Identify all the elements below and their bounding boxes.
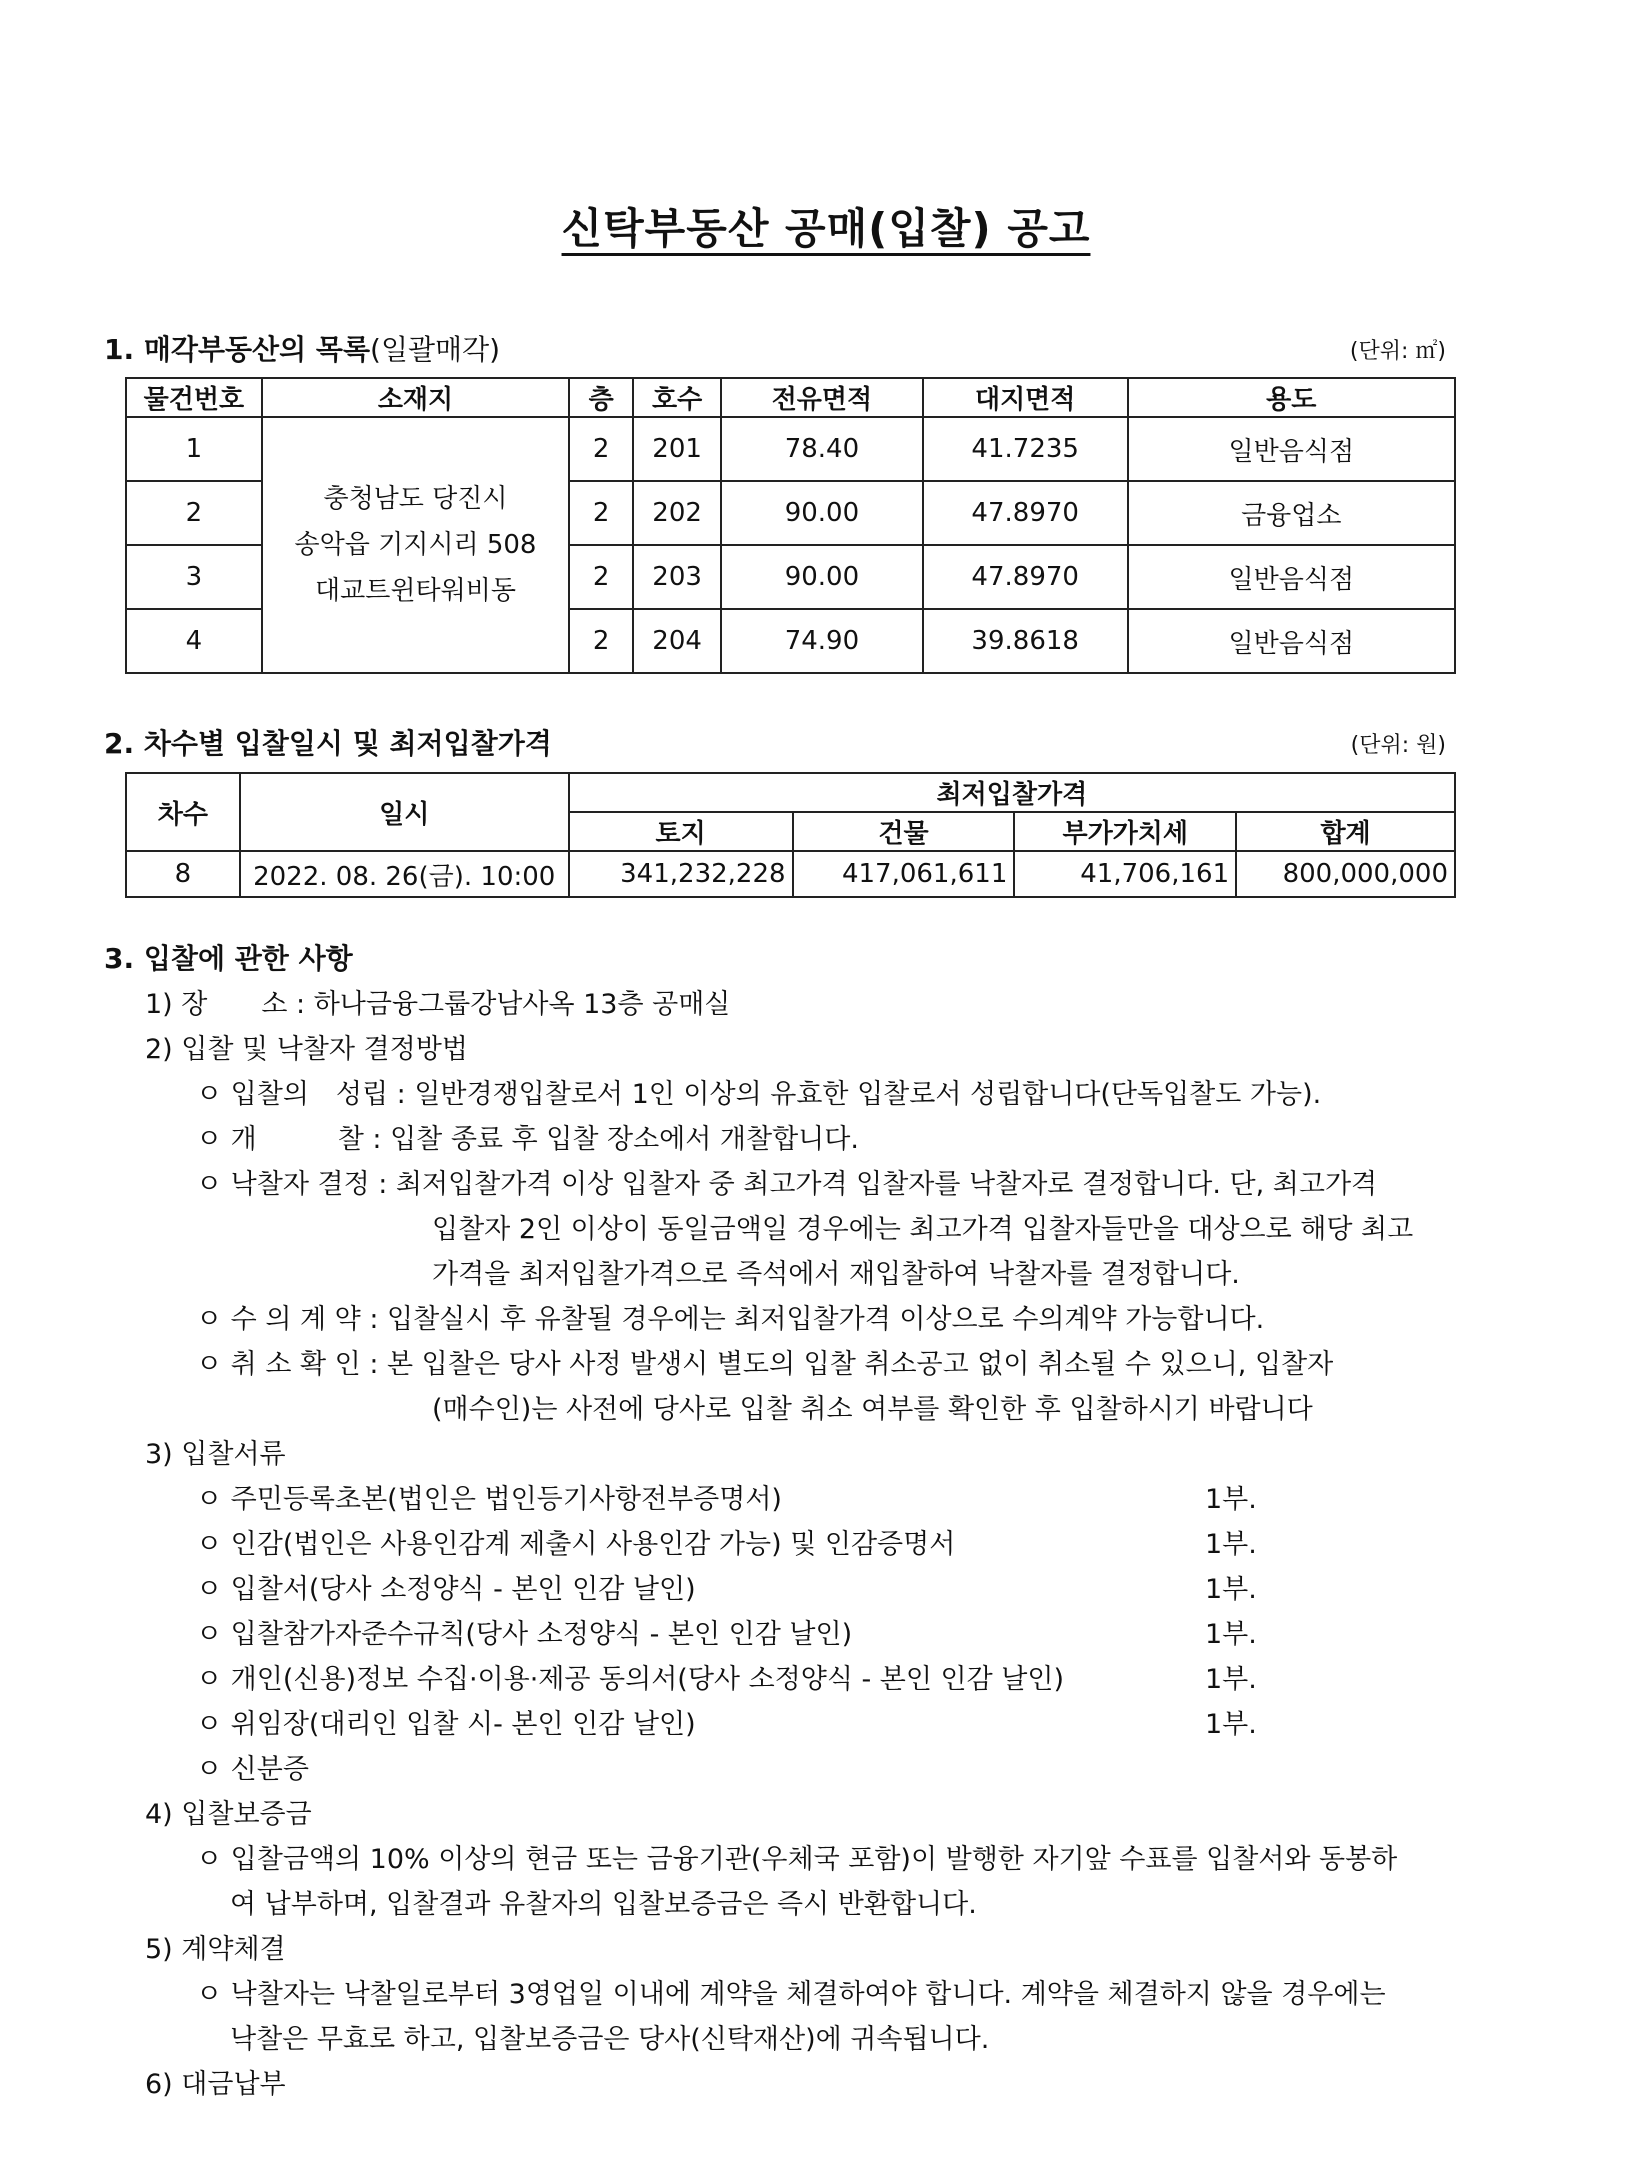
cell-exclusive-area: 90.00 — [721, 481, 923, 545]
deposit-line-cont: 여 납부하며, 입찰결과 유찰자의 입찰보증금은 즉시 반환합니다. — [230, 1889, 977, 1920]
place-line: 1) 장 소 : 하나금융그룹강남사옥 13층 공매실 — [145, 989, 731, 1020]
contract-line: ㅇ 낙찰자는 낙찰일로부터 3영업일 이내에 계약을 체결하여야 합니다. 계약을 체결하지 않을 경우에는 — [196, 1979, 1386, 2010]
method-item: ㅇ 낙찰자 결정 : 최저입찰가격 이상 입찰자 중 최고가격 입찰자를 낙찰자로 결정합니다. 단, 최고가격 — [196, 1169, 1378, 1200]
table-header-row — [126, 773, 1455, 812]
header-exclusive-area: 전유면적 — [721, 378, 923, 417]
header-total: 합계 — [1236, 812, 1455, 851]
table-header-row — [126, 378, 1455, 417]
cell-round: 8 — [126, 851, 240, 897]
doc-count: 1부. — [1205, 1529, 1257, 1560]
cell-no: 3 — [126, 545, 262, 609]
section2-unit: (단위: 원) — [1350, 733, 1446, 758]
deposit-title: 4) 입찰보증금 — [145, 1799, 312, 1830]
cell-use: 일반음식점 — [1128, 609, 1455, 673]
location-line: 송악읍 기지시리 508 — [294, 530, 537, 560]
location-line: 대교트윈타워비동 — [315, 576, 516, 606]
cell-unit: 204 — [633, 609, 721, 673]
header-item-no: 물건번호 — [126, 378, 262, 417]
payment-title: 6) 대금납부 — [145, 2069, 286, 2100]
header-land-area: 대지면적 — [923, 378, 1128, 417]
cell-floor: 2 — [569, 609, 633, 673]
method-item: ㅇ 개 찰 : 입찰 종료 후 입찰 장소에서 개찰합니다. — [196, 1124, 859, 1155]
cell-unit: 201 — [633, 417, 721, 481]
method-title: 2) 입찰 및 낙찰자 결정방법 — [145, 1034, 468, 1065]
cell-use: 일반음식점 — [1128, 417, 1455, 481]
cell-datetime: 2022. 08. 26(금). 10:00 — [240, 851, 569, 897]
doc-item: ㅇ 개인(신용)정보 수집·이용·제공 동의서(당사 소정양식 - 본인 인감 날인) — [196, 1664, 1064, 1695]
cell-no: 4 — [126, 609, 262, 673]
section2-heading: 2. 차수별 입찰일시 및 최저입찰가격 — [104, 727, 552, 760]
method-item-cont: 입찰자 2인 이상이 동일금액일 경우에는 최고가격 입찰자들만을 대상으로 해당 최고 — [432, 1214, 1414, 1245]
header-datetime: 일시 — [240, 773, 569, 851]
cell-unit: 202 — [633, 481, 721, 545]
cell-exclusive-area: 74.90 — [721, 609, 923, 673]
doc-item: ㅇ 주민등록초본(법인은 법인등기사항전부증명서) — [196, 1484, 782, 1515]
doc-count: 1부. — [1205, 1664, 1257, 1695]
doc-count: 1부. — [1205, 1709, 1257, 1740]
deposit-line: ㅇ 입찰금액의 10% 이상의 현금 또는 금융기관(우체국 포함)이 발행한 자기앞 수표를 입찰서와 동봉하 — [196, 1844, 1398, 1875]
property-list-table — [125, 377, 1456, 674]
header-floor: 층 — [569, 378, 633, 417]
table-row — [126, 417, 1455, 481]
section1-heading: 1. 매각부동산의 목록(일괄매각) — [104, 333, 501, 366]
method-item-cont: (매수인)는 사전에 당사로 입찰 취소 여부를 확인한 후 입찰하시기 바랍니다 — [432, 1394, 1313, 1425]
section3-heading: 3. 입찰에 관한 사항 — [104, 942, 353, 975]
cell-land-area: 47.8970 — [923, 545, 1128, 609]
header-min-price: 최저입찰가격 — [569, 773, 1455, 812]
header-building: 건물 — [793, 812, 1015, 851]
contract-line-cont: 낙찰은 무효로 하고, 입찰보증금은 당사(신탁재산)에 귀속됩니다. — [230, 2024, 990, 2055]
cell-vat: 41,706,161 — [1014, 851, 1236, 897]
cell-land-price: 341,232,228 — [569, 851, 793, 897]
cell-use: 일반음식점 — [1128, 545, 1455, 609]
location-line: 충청남도 당진시 — [323, 484, 508, 514]
header-land: 토지 — [569, 812, 793, 851]
method-item: ㅇ 입찰의 성립 : 일반경쟁입찰로서 1인 이상의 유효한 입찰로서 성립합니다(단독입찰도 가능). — [196, 1079, 1322, 1110]
doc-count: 1부. — [1205, 1619, 1257, 1650]
bid-schedule-table — [125, 772, 1456, 898]
header-round: 차수 — [126, 773, 240, 851]
cell-floor: 2 — [569, 545, 633, 609]
cell-unit: 203 — [633, 545, 721, 609]
cell-total: 800,000,000 — [1236, 851, 1455, 897]
cell-exclusive-area: 90.00 — [721, 545, 923, 609]
cell-building-price: 417,061,611 — [793, 851, 1015, 897]
page-title: 신탁부동산 공매(입찰) 공고 — [561, 204, 1091, 253]
method-item-cont: 가격을 최저입찰가격으로 즉석에서 재입찰하여 낙찰자를 결정합니다. — [432, 1259, 1240, 1290]
cell-land-area: 39.8618 — [923, 609, 1128, 673]
header-vat: 부가가치세 — [1014, 812, 1236, 851]
doc-item: ㅇ 인감(법인은 사용인감계 제출시 사용인감 가능) 및 인감증명서 — [196, 1529, 956, 1560]
cell-floor: 2 — [569, 481, 633, 545]
doc-item: ㅇ 신분증 — [196, 1754, 309, 1785]
cell-land-area: 41.7235 — [923, 417, 1128, 481]
doc-count: 1부. — [1205, 1484, 1257, 1515]
cell-floor: 2 — [569, 417, 633, 481]
doc-item: ㅇ 위임장(대리인 입찰 시- 본인 인감 날인) — [196, 1709, 696, 1740]
table-row — [126, 851, 1455, 897]
cell-location — [262, 417, 569, 673]
header-unit: 호수 — [633, 378, 721, 417]
doc-item: ㅇ 입찰서(당사 소정양식 - 본인 인감 날인) — [196, 1574, 696, 1605]
doc-item: ㅇ 입찰참가자준수규칙(당사 소정양식 - 본인 인감 날인) — [196, 1619, 853, 1650]
method-item: ㅇ 취 소 확 인 : 본 입찰은 당사 사정 발생시 별도의 입찰 취소공고 없이 취소될 수 있으니, 입찰자 — [196, 1349, 1334, 1380]
cell-no: 1 — [126, 417, 262, 481]
cell-land-area: 47.8970 — [923, 481, 1128, 545]
cell-use: 금융업소 — [1128, 481, 1455, 545]
method-item: ㅇ 수 의 계 약 : 입찰실시 후 유찰될 경우에는 최저입찰가격 이상으로 수의계약 가능합니다. — [196, 1304, 1265, 1335]
cell-exclusive-area: 78.40 — [721, 417, 923, 481]
header-location: 소재지 — [262, 378, 569, 417]
contract-title: 5) 계약체결 — [145, 1934, 286, 1965]
header-use: 용도 — [1128, 378, 1455, 417]
section1-unit: (단위: ㎡) — [1349, 339, 1446, 364]
cell-no: 2 — [126, 481, 262, 545]
doc-count: 1부. — [1205, 1574, 1257, 1605]
docs-title: 3) 입찰서류 — [145, 1439, 286, 1470]
